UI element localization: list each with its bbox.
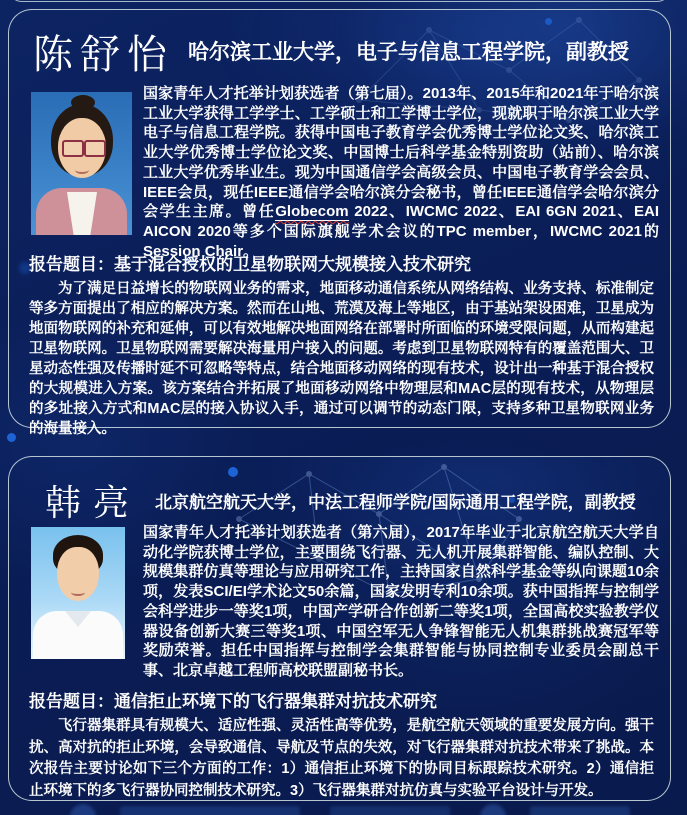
report-abstract: 为了满足日益增长的物联网业务的需求，地面移动通信系统从网络结构、业务支持、标准制定等多方面提出了相应的解决方案。然而在山地、荒漠及海上等地区，由于基站架设困难，卫星成为地面物联网的补充和延伸，可以有效地解决地面网络在部署时所面临的环境受限问题，从而构建起卫星物联网。卫星物联网需要解决海量用户接入的问题。考虑到卫星物联网特有的覆盖范围大、卫星动态性强及传播时延不可忽略等特点，结合地面移动网络的现有技术，设计出一种基于混合授权的大规模进入方案。该方案结合并拓展了地面移动网络中物理层和MAC层的现有技术，从物理层的多址接入方式和MAC层的接入协议入手，通过可以调节的动态门限，支持多种卫星物联网业务的海量接入。 [29, 281, 654, 437]
bottom-cutoff-graphics [0, 800, 687, 815]
speaker-photo [31, 527, 125, 659]
avatar-glasses-icon [62, 140, 84, 157]
avatar-mouth [75, 166, 89, 174]
report-title-row [29, 687, 437, 712]
decor-dot [7, 433, 16, 442]
bio-text: 国家青年人才托举计划获选者（第七届）。2013年、2015年和2021年于哈尔滨工业大学获得工学学士、工学硕士和工学博士学位，现就职于哈尔滨工业大学电子与信息工程学院。获得中国电子教育学会优秀博士学位论文奖、哈尔滨工业大学优秀博士学位论文奖、中国博士后科学基金特别资助（站前）、哈尔滨工业大学优秀毕业生。现为中国通信学会高级会员、中国电子教育学会会员、IEEE会员，现任IEEE通信学会哈尔滨分会秘书，曾任IEEE通信学会哈尔滨分会学生主席。曾任 [143, 85, 659, 221]
report-title: 通信拒止环境下的飞行器集群对抗技术研究 [114, 692, 437, 711]
speaker-name: 韩亮 [45, 482, 142, 524]
report-title-label: 报告题目： [29, 692, 114, 711]
avatar-mouth [71, 589, 85, 596]
speaker-card-chen-shuyi [8, 9, 671, 437]
previous-card-cutoff-edge [8, 0, 671, 2]
avatar-glasses-icon [84, 140, 106, 157]
cutoff-emblem [70, 804, 96, 815]
report-abstract: 飞行器集群具有规模大、适应性强、灵活性高等优势，是航空航天领域的重要发展方向。强干扰、高对抗的拒止环境，会导致通信、导航及节点的失效，对飞行器集群对抗技术带来了挑战。本次报告主要讨论如下三个方面的工作：1）通信拒止环境下的协同目标跟踪技术研究。2）通信拒止环境下的多飞行器协同控制技术研究。3）飞行器集群对抗仿真与实验平台设计与开发。 [29, 718, 654, 799]
speaker-card-han-liang [8, 456, 671, 801]
decor-dot [228, 467, 238, 477]
bio-text: 2022、IWCMC 2022、EAI 6GN 2021、EAI AICON 2020等多个国际旗舰学术会议的TPC member，IWCMC 2021的Session Chair。 [143, 203, 659, 260]
speaker-photo [31, 92, 132, 235]
speaker-header [33, 22, 629, 80]
report-title: 基于混合授权的卫星物联网大规模接入技术研究 [114, 255, 471, 274]
cutoff-text-block [330, 806, 450, 815]
globecom-link[interactable]: Globecom [275, 203, 349, 221]
speaker-bio [143, 84, 659, 261]
speaker-name: 陈舒怡 [33, 31, 174, 78]
speaker-header [45, 475, 636, 525]
speaker-bio: 国家青年人才托举计划获选者（第六届），2017年毕业于北京航空航天大学自动化学院获博士学位，主要围绕飞行器、无人机开展集群智能、编队控制、大规模集群仿真等理论与应用研究工作，主持国家自然科学基金等纵向课题10余项，发表SCI/EI学术论文50余篇，国家发明专利10余项。获中国指挥与控制学会科学进步一等奖1项，中国产学研合作创新二等奖1项，全国高校实验教学仪器设备创新大赛三等奖1项、中国空军无人争锋智能无人机集群挑战赛冠军等奖励荣誉。担任中国指挥与控制学会集群智能与协同控制专业委员会副总干事、北京卓越工程师高校联盟副秘书长。 [143, 524, 659, 679]
cutoff-text-block [530, 806, 630, 815]
report-title-label: 报告题目： [29, 255, 114, 274]
speaker-affiliation: 哈尔滨工业大学，电子与信息工程学院，副教授 [188, 41, 629, 64]
report-title-row [29, 250, 471, 275]
cutoff-emblem [480, 804, 506, 815]
speaker-affiliation: 北京航空航天大学，中法工程师学院/国际通用工程学院，副教授 [155, 492, 636, 512]
cutoff-text-block [120, 806, 300, 815]
